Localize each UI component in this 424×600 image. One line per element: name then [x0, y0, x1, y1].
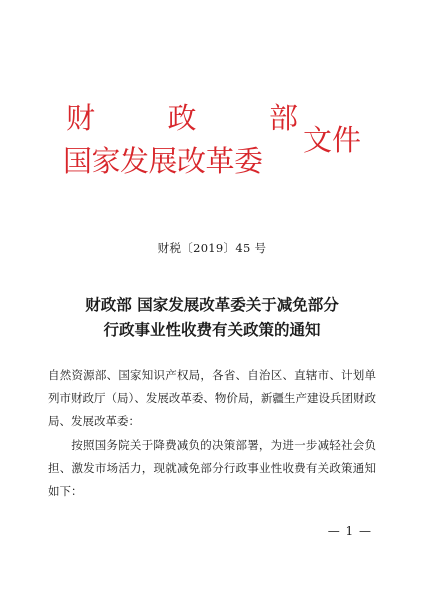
document-number: 财税〔2019〕45 号 — [157, 241, 267, 255]
issuer-ministry-of-finance — [66, 96, 298, 137]
document-type-label: 文件 — [303, 123, 362, 157]
document-title-line-1: 财政部 国家发展改革委关于减免部分 — [85, 295, 339, 314]
page-number: — 1 — — [327, 524, 372, 538]
issuer-ndrc: 国家发展改革委 — [63, 144, 263, 178]
recipients-paragraph: 自然资源部、国家知识产权局，各省、自治区、直辖市、计划单列市财政厅（局）、发展改革委、物价局，新疆生产建设兵团财政局、发展改革委： — [48, 368, 376, 428]
issuer-char: 财 — [66, 101, 96, 135]
document-title-line-2: 行政事业性收费有关政策的通知 — [103, 320, 321, 339]
issuer-char: 部 — [268, 101, 298, 135]
issuer-char: 政 — [167, 101, 197, 135]
intro-text: 按照国务院关于降费减负的决策部署，为进一步减轻社会负担、激发市场活力，现就减免部分行政事业性收费有关政策通知如下： — [48, 438, 376, 498]
intro-paragraph — [48, 434, 376, 503]
